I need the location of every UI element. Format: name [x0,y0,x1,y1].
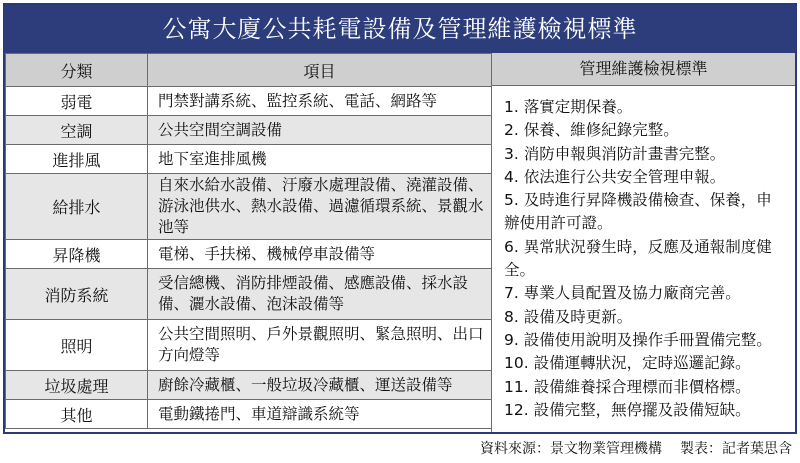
table-row [6,87,492,116]
source-credit: 資料來源：景文物業管理機構 [480,441,662,457]
standard-item: 6. 異常狀況發生時，反應及通報制度健全。 [504,237,772,280]
table-row [6,116,492,145]
header-standard: 管理維護檢視標準 [492,53,795,86]
standard-item: 11. 設備維養採合理標而非價格標。 [504,377,751,396]
header-item: 項目 [148,54,492,87]
row-item: 電動鐵捲門、車道辯識系統等 [148,400,492,429]
standard-item: 2. 保養、維修紀錄完整。 [504,121,679,140]
table-title: 公寓大廈公共耗電設備及管理維護檢視標準 [5,5,795,53]
table-row [6,145,492,174]
standards-list [492,86,795,422]
maker-credit: 製表：記者葉思含 [680,441,792,457]
standards-column [491,53,795,432]
row-category: 其他 [6,400,148,429]
standard-item: 7. 專業人員配置及協力廠商完善。 [504,284,741,303]
standard-item: 8. 設備及時更新。 [504,307,633,326]
row-item: 受信總機、消防排煙設備、感應設備、採水設備、灑水設備、泡沫設備等 [148,269,492,320]
table-frame [3,3,797,434]
standard-item: 4. 依法進行公共安全管理申報。 [504,167,726,186]
row-item: 廚餘冷藏櫃、一般垃圾冷藏櫃、運送設備等 [148,371,492,400]
row-item: 公共空間空調設備 [148,116,492,145]
table-row [6,320,492,371]
standard-item: 3. 消防申報與消防計畫書完整。 [504,144,726,163]
category-table [5,53,492,429]
row-category: 弱電 [6,87,148,116]
standard-item: 5. 及時進行昇降機設備檢查、保養，申辦使用許可證。 [504,191,772,233]
table-grid [5,53,795,432]
row-category: 空調 [6,116,148,145]
row-category: 給排水 [6,174,148,240]
standard-item: 10. 設備運轉狀況，定時巡邏記錄。 [504,354,751,373]
row-category: 昇降機 [6,240,148,269]
footer-credits [462,438,792,458]
standard-item: 12. 設備完整，無停擺及設備短缺。 [504,400,751,419]
row-item: 電梯、手扶梯、機械停車設備等 [148,240,492,269]
standard-item: 9. 設備使用說明及操作手冊置備完整。 [504,330,772,349]
table-row [6,174,492,240]
row-item: 門禁對講系統、監控系統、電話、網路等 [148,87,492,116]
standard-item: 1. 落實定期保養。 [504,98,633,116]
row-item: 公共空間照明、戶外景觀照明、緊急照明、出口方向燈等 [148,320,492,371]
table-row [6,371,492,400]
row-category: 垃圾處理 [6,371,148,400]
header-category: 分類 [6,54,148,87]
row-item: 地下室進排風機 [148,145,492,174]
row-category: 照明 [6,320,148,371]
table-row [6,269,492,320]
row-category: 進排風 [6,145,148,174]
table-row [6,400,492,429]
table-row [6,240,492,269]
row-category: 消防系統 [6,269,148,320]
row-item: 自來水給水設備、汙廢水處理設備、澆灌設備、游泳池供水、熱水設備、過濾循環系統、景觀水池等 [148,174,492,240]
